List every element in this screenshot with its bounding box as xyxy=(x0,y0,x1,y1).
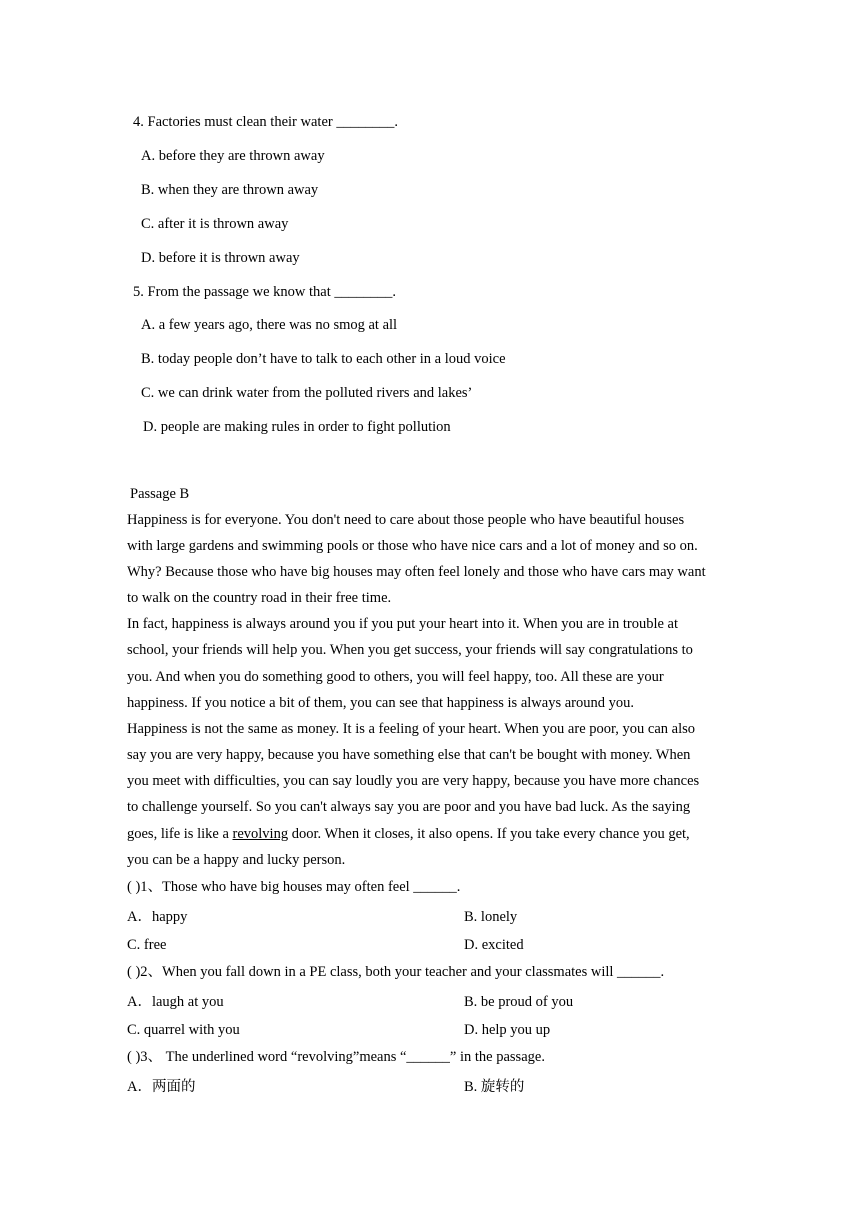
question-b1-option-a: A．happy xyxy=(127,909,188,925)
passage-line: Why? Because those who have big houses may often feel lonely and those who have cars may want xyxy=(127,564,706,580)
question-b2-option-b: B. be proud of you xyxy=(464,994,574,1010)
question-4-option-c: C. after it is thrown away xyxy=(141,216,289,232)
question-4-option-d: D. before it is thrown away xyxy=(141,250,300,266)
passage-line: happiness. If you notice a bit of them, you can see that happiness is always around you. xyxy=(127,695,634,711)
question-b3-option-b: B. 旋转的 xyxy=(464,1079,525,1095)
question-4-option-a: A. before they are thrown away xyxy=(141,148,325,164)
question-b1-option-b: B. lonely xyxy=(464,909,518,925)
question-b1-stem: ( )1、Those who have big houses may often feel ______. xyxy=(127,879,461,895)
question-4-stem: 4. Factories must clean their water ________. xyxy=(133,114,398,130)
question-5-option-a: A. a few years ago, there was no smog at all xyxy=(141,317,398,333)
question-4-option-b: B. when they are thrown away xyxy=(141,182,319,198)
question-5-option-d: D. people are making rules in order to fight pollution xyxy=(143,419,451,435)
passage-line: Happiness is not the same as money. It is a feeling of your heart. When you are poor, you can also xyxy=(127,721,695,737)
passage-line: with large gardens and swimming pools or those who have nice cars and a lot of money and so on. xyxy=(127,538,698,554)
passage-b-heading: Passage B xyxy=(130,486,190,502)
question-b1-option-c: C. free xyxy=(127,937,167,953)
question-5-stem: 5. From the passage we know that ________. xyxy=(133,284,396,300)
question-b2-option-a: A．laugh at you xyxy=(127,994,224,1010)
underlined-word-revolving: revolving xyxy=(232,826,289,842)
passage-line-underlined-word xyxy=(127,825,690,843)
passage-text: goes, life is like a xyxy=(127,826,233,842)
question-b2-option-c: C. quarrel with you xyxy=(127,1022,240,1038)
passage-line: you. And when you do something good to others, you will feel happy, too. All these are your xyxy=(127,669,664,685)
passage-line: to walk on the country road in their free time. xyxy=(127,590,392,606)
passage-line: Happiness is for everyone. You don't need to care about those people who have beautiful houses xyxy=(127,512,685,528)
question-b2-stem: ( )2、When you fall down in a PE class, both your teacher and your classmates will ______. xyxy=(127,964,665,980)
passage-line: school, your friends will help you. When you get success, your friends will say congratulations to xyxy=(127,642,693,658)
passage-line: In fact, happiness is always around you if you put your heart into it. When you are in trouble at xyxy=(127,616,678,632)
question-b3-stem: ( )3、 The underlined word “revolving”means “______” in the passage. xyxy=(127,1049,545,1065)
question-b2-option-d: D. help you up xyxy=(464,1022,551,1038)
question-b3-option-a: A．两面的 xyxy=(127,1079,196,1095)
passage-line: you meet with difficulties, you can say loudly you are very happy, because you have more chances xyxy=(127,773,700,789)
question-b1-option-d: D. excited xyxy=(464,937,524,953)
passage-line: to challenge yourself. So you can't always say you are poor and you have bad luck. As the saying xyxy=(127,799,691,815)
passage-text: door. When it closes, it also opens. If you take every chance you get, xyxy=(288,826,690,842)
question-5-option-c: C. we can drink water from the polluted rivers and lakes’ xyxy=(141,385,473,401)
passage-line: you can be a happy and lucky person. xyxy=(127,852,346,868)
question-5-option-b: B. today people don’t have to talk to each other in a loud voice xyxy=(141,351,506,367)
passage-line: say you are very happy, because you have something else that can't be bought with money. When xyxy=(127,747,691,763)
